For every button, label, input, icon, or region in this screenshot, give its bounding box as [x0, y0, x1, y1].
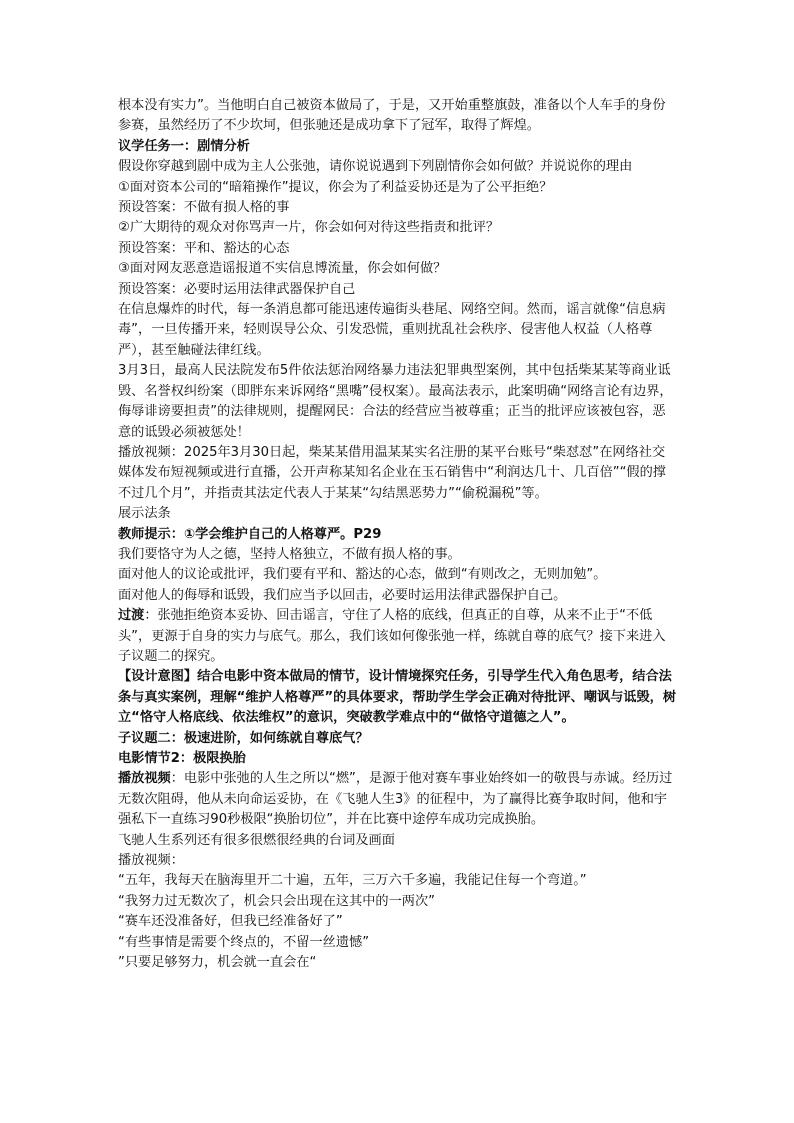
paragraph	[118, 280, 678, 300]
paragraph	[118, 586, 678, 606]
bold-text-run: 电影情节2：极限换胎	[118, 751, 246, 766]
text-run: 3月3日，最高人民法院发布5件依法惩治网络暴力违法犯罪典型案例，其中包括柴某某等商业诋毁、名誉权纠纷案（即胖东来诉网络“黑嘴”侵权案）。最高法表示，此案明确“网络言论有边界，侮辱诽谤要担责”的法律规则，提醒网民：合法的经营应当被尊重；正当的批评应该被包容，恶意的诋毁必须被惩处！	[118, 363, 673, 440]
text-run: 在信息爆炸的时代，每一条消息都可能迅速传遍街头巷尾、网络空间。然而，谣言就像“信息病毒”，一旦传播开来，轻则误导公众、引发恐慌，重则扰乱社会秩序、侵害他人权益（人格尊严），甚至触碰法律红线。	[118, 302, 666, 358]
paragraph	[118, 198, 678, 218]
text-run: 根本没有实力”。当他明白自己被资本做局了，于是，又开始重整旗鼓，准备以个人车手的身份参赛，虽然经历了不少坎坷，但张驰还是成功拿下了冠军，取得了辉煌。	[118, 98, 666, 134]
paragraph	[118, 912, 678, 932]
text-run: 面对他人的议论或批评，我们要有平和、豁达的心态，做到“有则改之，无则加勉”。	[118, 567, 607, 583]
paragraph	[118, 157, 678, 177]
paragraph	[118, 606, 678, 667]
paragraph	[118, 239, 678, 259]
text-run: 预设答案：必要时运用法律武器保护自己	[118, 281, 356, 297]
text-run: ：电影中张弛的人生之所以“燃”，是源于他对赛车事业始终如一的敬畏与赤诚。经历过无数次阻碍，他从未向命运妥协，在《飞驰人生3》的征程中，为了赢得比赛争取时间，他和宇强私下一直练习90秒极限“换胎切位”，并在比赛中途停车成功完成换胎。	[118, 771, 673, 828]
paragraph	[118, 96, 678, 137]
paragraph	[118, 218, 678, 238]
text-run: 假设你穿越到剧中成为主人公张弛，请你说说遇到下列剧情你会如何做？并说说你的理由	[118, 159, 633, 175]
text-run: “我努力过无数次了，机会只会出现在这其中的一两次”	[118, 893, 435, 909]
document-body	[118, 96, 678, 973]
text-run: “有些事情是需要个终点的，不留一丝遗憾”	[118, 934, 370, 950]
bold-text-run: 播放视频	[118, 771, 171, 787]
paragraph	[118, 851, 678, 871]
text-run: ③面对网友恶意造谣报道不实信息博流量，你会如何做？	[118, 261, 447, 277]
paragraph	[118, 933, 678, 953]
bold-text-run: 教师提示：①学会维护自己的人格尊严。P29	[118, 526, 382, 542]
text-run: 播放视频：2025年3月30日起，柴某某借用温某某实名注册的某平台账号“柴怼怼”在网络社交媒体发布短视频或进行直播，公开声称某知名企业在玉石销售中“利润达几十、几百倍”“假的撑不过几个月”，并指责其法定代表人于某某“勾结黑恶势力”“偷税漏税”等。	[118, 444, 666, 501]
paragraph	[118, 137, 678, 157]
paragraph	[118, 361, 678, 443]
paragraph	[118, 892, 678, 912]
text-run: ②广大期待的观众对你骂声一片，你会如何对待这些指责和批评？	[118, 220, 500, 236]
text-run: ”只要足够努力，机会就一直会在“	[118, 955, 317, 971]
text-run: ①面对资本公司的“暗箱操作”提议，你会为了利益妥协还是为了公平拒绝？	[118, 179, 553, 195]
paragraph	[118, 525, 678, 545]
paragraph	[118, 667, 678, 728]
paragraph	[118, 769, 678, 830]
paragraph	[118, 871, 678, 891]
paragraph	[118, 729, 678, 749]
paragraph	[118, 178, 678, 198]
text-run: 播放视频：	[118, 853, 184, 869]
paragraph	[118, 565, 678, 585]
paragraph	[118, 504, 678, 524]
bold-text-run: 过渡	[118, 608, 145, 624]
bold-text-run: 议学任务一：剧情分析	[118, 138, 250, 154]
text-run: “五年，我每天在脑海里开二十遍，五年，三万六千多遍，我能记住每一个弯道。”	[118, 873, 587, 889]
paragraph	[118, 749, 678, 769]
text-run: 展示法条	[118, 506, 171, 522]
paragraph	[118, 831, 678, 851]
paragraph	[118, 953, 678, 973]
paragraph	[118, 300, 678, 361]
bold-text-run: 子议题二：极速进阶，如何练就自尊底气？	[118, 730, 369, 746]
bold-text-run: 【设计意图】结合电影中资本做局的情节，设计情境探究任务，引导学生代入角色思考，结合法条与真实案例，理解“维护人格尊严”的具体要求，帮助学生学会正确对待批评、嘲讽与诋毁，树立“恪守人格底线、依法维权”的意识，突破教学难点中的“做恪守道德之人”。	[118, 669, 677, 726]
text-run: 我们要恪守为人之德，坚持人格独立，不做有损人格的事。	[118, 546, 461, 562]
paragraph	[118, 443, 678, 504]
paragraph	[118, 259, 678, 279]
text-run: 预设答案：平和、豁达的心态	[118, 240, 290, 256]
text-run: 预设答案：不做有损人格的事	[118, 200, 290, 216]
paragraph	[118, 545, 678, 565]
text-run: 面对他人的侮辱和诋毁，我们应当予以回击，必要时运用法律武器保护自己。	[118, 587, 567, 603]
text-run: “赛车还没准备好，但我已经准备好了”	[118, 914, 343, 930]
text-run: 飞驰人生系列还有很多很燃很经典的台词及画面	[118, 832, 395, 848]
text-run: ：张弛拒绝资本妥协、回击谣言，守住了人格的底线，但真正的自尊，从来不止于“不低头”，更源于自身的实力与底气。那么，我们该如何像张弛一样，练就自尊的底气？接下来进入子议题二的探究。	[118, 608, 666, 664]
